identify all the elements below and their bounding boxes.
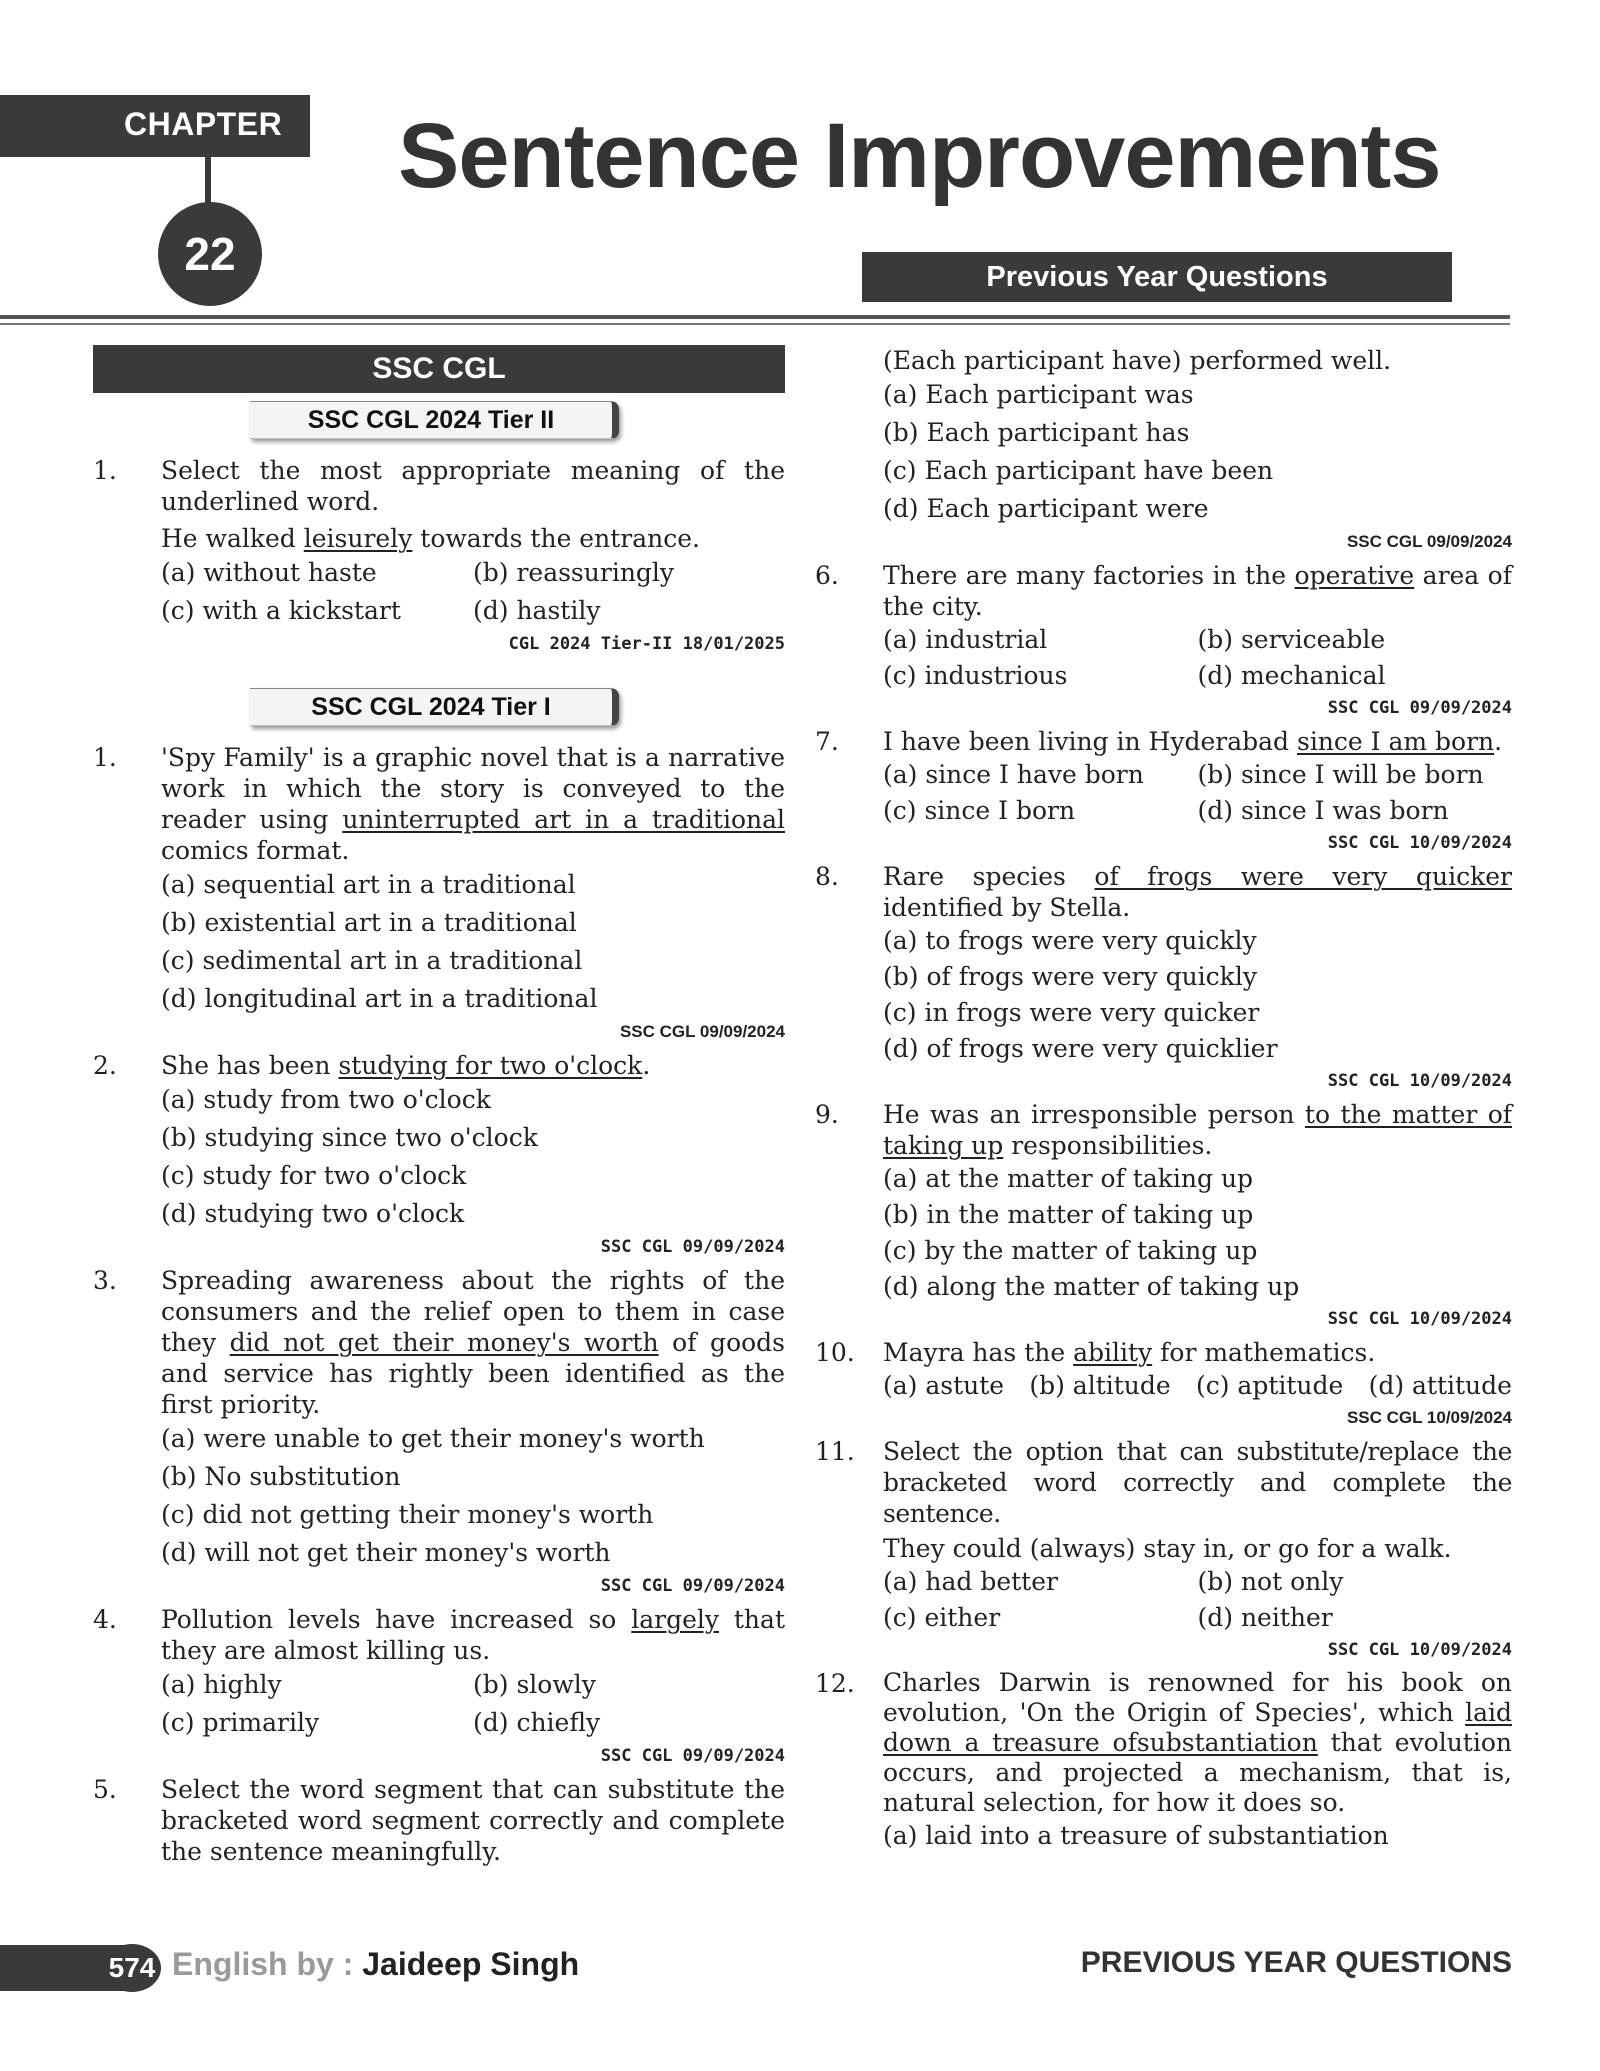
footer-credit-prefix: English by : <box>172 1946 363 1982</box>
underlined-phrase: to the matter of taking up <box>883 1100 1513 1160</box>
left-column-tier1 <box>93 742 785 1867</box>
question-number: 7. <box>815 727 839 756</box>
footer-section-label: PREVIOUS YEAR QUESTIONS <box>1080 1946 1512 1979</box>
option-d: (d) along the matter of taking up <box>883 1272 1300 1301</box>
question-item <box>815 560 1512 720</box>
question-text: Rare species of frogs were very quicker identified by Stella. <box>883 862 1512 922</box>
question-item <box>93 742 785 1044</box>
question-text: He was an irresponsible person to the matter of taking up responsibilities. <box>883 1100 1513 1160</box>
option-a: (a) sequential art in a traditional <box>161 870 576 899</box>
option-a: (a) laid into a treasure of substantiation <box>883 1821 1389 1850</box>
question-source: SSC CGL 09/09/2024 <box>600 1576 785 1596</box>
question-text: She has been studying for two o'clock. <box>161 1051 651 1080</box>
option-a: (a) were unable to get their money's worth <box>161 1424 705 1453</box>
option-c: (c) aptitude <box>1195 1371 1344 1400</box>
underlined-word: leisurely <box>303 524 413 553</box>
option-c: (c) with a kickstart <box>161 596 401 625</box>
question-text: Select the option that can substitute/replace the bracketed word correctly and complete the sentence. <box>883 1437 1512 1528</box>
option-c: (c) sedimental art in a traditional <box>161 946 583 975</box>
footer-author: Jaideep Singh <box>362 1946 580 1982</box>
option-a: (a) Each participant was <box>883 380 1194 409</box>
question-text: 'Spy Family' is a graphic novel that is a narrative work in which the story is conveyed to the reader using uninterrupted art in a traditional comics format. <box>161 743 785 865</box>
options <box>883 1368 1512 1404</box>
question-text: Spreading awareness about the rights of the consumers and the relief open to them in case they did not get their money's worth of goods and service has rightly been identified as the first priority. <box>161 1266 785 1419</box>
question-number: 3. <box>93 1266 117 1295</box>
subsection-tier-1: SSC CGL 2024 Tier I <box>250 688 619 726</box>
option-a: (a) at the matter of taking up <box>883 1164 1254 1193</box>
option-c: (c) by the matter of taking up <box>883 1236 1258 1265</box>
underlined-phrase: did not get their money's worth <box>229 1328 659 1357</box>
option-d: (d) longitudinal art in a traditional <box>161 984 598 1013</box>
chapter-number-badge: 22 <box>158 202 262 306</box>
option-b: (b) serviceable <box>1197 625 1386 654</box>
question-source: CGL 2024 Tier-II 18/01/2025 <box>508 634 785 654</box>
underlined-phrase: operative <box>1294 561 1415 590</box>
question-item <box>815 726 1512 855</box>
question-item-continued <box>815 345 1512 554</box>
question-text: Pollution levels have increased so largely that they are almost killing us. <box>161 1605 785 1665</box>
question-number: 1. <box>93 456 117 485</box>
question-item <box>93 455 785 656</box>
option-b: (b) in the matter of taking up <box>883 1200 1254 1229</box>
question-item <box>815 1099 1512 1331</box>
option-b: (b) existential art in a traditional <box>161 908 577 937</box>
question-source: SSC CGL 10/09/2024 <box>1327 1309 1512 1329</box>
page-title: Sentence Improvements <box>398 105 1441 207</box>
question-number: 10. <box>815 1338 855 1367</box>
question-sentence: (Each participant have) performed well. <box>883 346 1392 375</box>
question-sentence: They could (always) stay in, or go for a walk. <box>883 1534 1452 1563</box>
question-source: SSC CGL 09/09/2024 <box>600 1746 785 1766</box>
option-b: (b) slowly <box>473 1670 596 1699</box>
underlined-phrase: laid down a treasure ofsubstantiation <box>883 1698 1512 1757</box>
option-d: (d) hastily <box>473 596 601 625</box>
option-b: (b) studying since two o'clock <box>161 1123 538 1152</box>
question-text: Charles Darwin is renowned for his book on evolution, 'On the Origin of Species', which laid down a treasure ofsubstantiation that evolution occurs, and projected a mechanism, that is, natural selection, for how it does so. <box>883 1668 1512 1817</box>
question-number: 6. <box>815 561 839 590</box>
header-divider-thin <box>0 323 1510 325</box>
options <box>161 1666 785 1742</box>
option-b: (b) altitude <box>1029 1371 1171 1400</box>
section-header-ssc-cgl: SSC CGL <box>93 345 785 393</box>
option-d: (d) chiefly <box>473 1708 601 1737</box>
option-b: (b) reassuringly <box>473 558 675 587</box>
option-b: (b) Each participant has <box>883 418 1190 447</box>
option-c: (c) study for two o'clock <box>161 1161 467 1190</box>
option-d: (d) mechanical <box>1197 661 1386 690</box>
question-source: SSC CGL 09/09/2024 <box>600 1237 785 1257</box>
question-item <box>93 1774 785 1867</box>
option-a: (a) industrial <box>883 625 1048 654</box>
question-item <box>93 1050 785 1259</box>
options <box>883 622 1512 694</box>
option-c: (c) primarily <box>161 1708 320 1737</box>
question-number: 5. <box>93 1775 117 1804</box>
option-a: (a) had better <box>883 1567 1058 1596</box>
chapter-label: CHAPTER <box>124 106 283 142</box>
question-text: Select the word segment that can substitute the bracketed word segment correctly and complete the sentence meaningfully. <box>161 1775 785 1866</box>
option-d: (d) neither <box>1197 1603 1333 1632</box>
option-d: (d) of frogs were very quicklier <box>883 1034 1278 1063</box>
option-c: (c) since I born <box>883 796 1076 825</box>
question-number: 11. <box>815 1437 855 1466</box>
underlined-phrase: studying for two o'clock <box>338 1051 643 1080</box>
question-source: SSC CGL 10/09/2024 <box>1327 833 1512 853</box>
option-d: (d) will not get their money's worth <box>161 1538 611 1567</box>
question-source: SSC CGL 10/09/2024 <box>1346 1408 1512 1427</box>
previous-year-questions-banner: Previous Year Questions <box>862 252 1452 302</box>
options <box>883 757 1512 829</box>
right-column <box>815 345 1512 1854</box>
option-c: (c) in frogs were very quicker <box>883 998 1260 1027</box>
option-c: (c) industrious <box>883 661 1068 690</box>
option-b: (b) since I will be born <box>1197 760 1484 789</box>
options <box>883 1564 1512 1636</box>
option-d: (d) attitude <box>1368 1371 1512 1400</box>
option-b: (b) No substitution <box>161 1462 401 1491</box>
option-a: (a) astute <box>883 1371 1005 1400</box>
option-c: (c) Each participant have been <box>883 456 1274 485</box>
option-d: (d) studying two o'clock <box>161 1199 465 1228</box>
option-a: (a) to frogs were very quickly <box>883 926 1257 955</box>
question-item <box>93 1265 785 1598</box>
footer-credit <box>172 1946 579 1983</box>
underlined-phrase: uninterrupted art in a traditional <box>342 805 785 834</box>
question-sentence: He walked leisurely towards the entrance. <box>161 524 700 553</box>
underlined-phrase: since I am born <box>1296 727 1495 756</box>
question-text: Mayra has the ability for mathematics. <box>883 1338 1376 1367</box>
question-number: 4. <box>93 1605 117 1634</box>
options <box>161 554 785 630</box>
question-item <box>93 1604 785 1768</box>
option-a: (a) study from two o'clock <box>161 1085 491 1114</box>
option-d: (d) since I was born <box>1197 796 1449 825</box>
question-item <box>815 861 1512 1093</box>
question-number: 9. <box>815 1100 839 1129</box>
question-number: 12. <box>815 1669 855 1698</box>
header-divider <box>0 315 1510 319</box>
question-number: 2. <box>93 1051 117 1080</box>
question-source: SSC CGL 09/09/2024 <box>1346 532 1512 551</box>
page-number: 574 <box>103 1944 161 1992</box>
option-d: (d) Each participant were <box>883 494 1209 523</box>
question-source: SSC CGL 10/09/2024 <box>1327 1640 1512 1660</box>
option-b: (b) of frogs were very quickly <box>883 962 1257 991</box>
question-text: There are many factories in the operative area of the city. <box>883 561 1512 621</box>
option-b: (b) not only <box>1197 1567 1344 1596</box>
question-item <box>815 1337 1512 1430</box>
underlined-word: ability <box>1073 1338 1153 1367</box>
question-text: I have been living in Hyderabad since I am born. <box>883 727 1503 756</box>
question-item <box>815 1668 1512 1854</box>
question-item <box>815 1436 1512 1662</box>
question-source: SSC CGL 09/09/2024 <box>619 1022 785 1041</box>
underlined-phrase: of frogs were very quicker <box>1094 862 1512 891</box>
question-number: 1. <box>93 743 117 772</box>
question-text: Select the most appropriate meaning of the underlined word. <box>161 456 785 516</box>
left-column-tier2 <box>93 455 785 662</box>
question-source: SSC CGL 09/09/2024 <box>1327 698 1512 718</box>
question-source: SSC CGL 10/09/2024 <box>1327 1071 1512 1091</box>
option-c: (c) either <box>883 1603 1001 1632</box>
option-c: (c) did not getting their money's worth <box>161 1500 654 1529</box>
subsection-tier-2: SSC CGL 2024 Tier II <box>250 401 619 439</box>
option-a: (a) since I have born <box>883 760 1144 789</box>
question-number: 8. <box>815 862 839 891</box>
option-a: (a) highly <box>161 1670 282 1699</box>
underlined-phrase: largely <box>631 1605 720 1634</box>
option-a: (a) without haste <box>161 558 377 587</box>
